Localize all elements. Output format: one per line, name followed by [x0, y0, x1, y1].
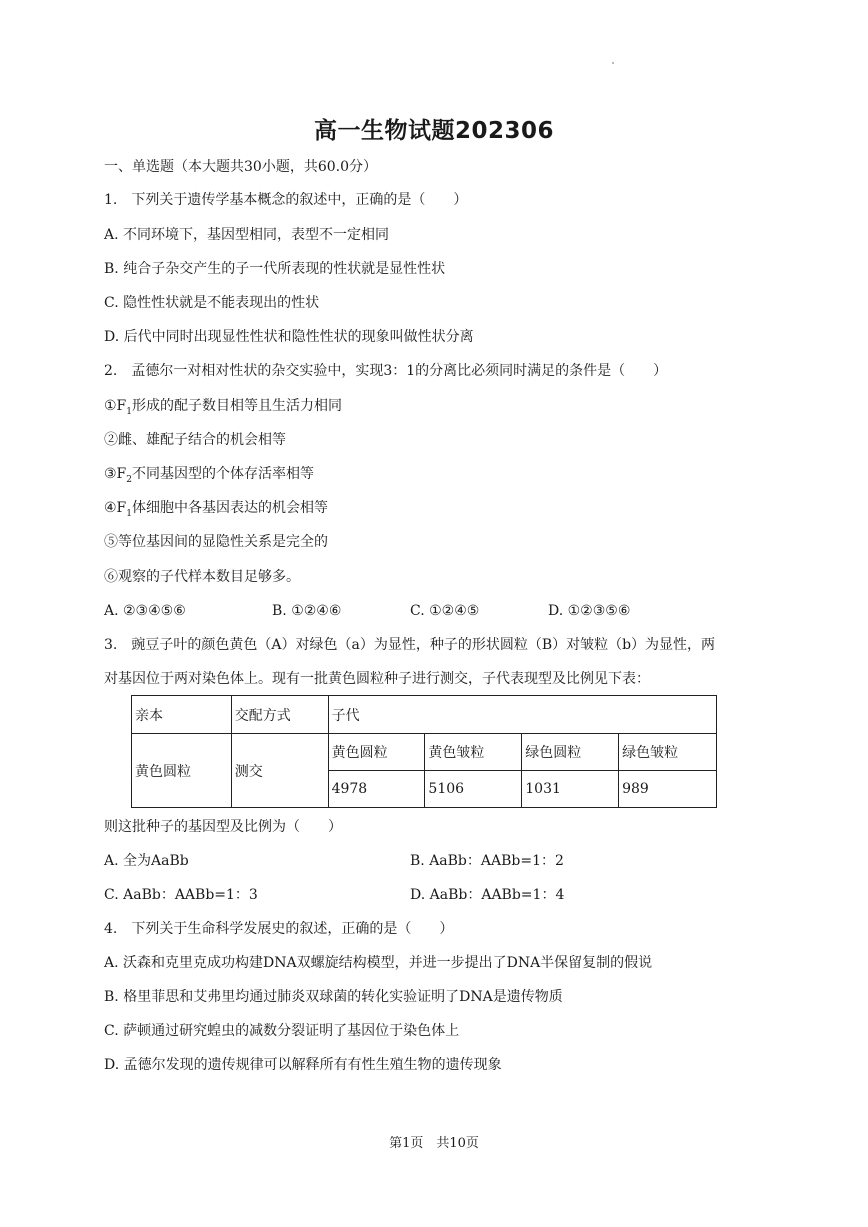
q3-option-b: B. AaBb：AABb=1：2 — [410, 853, 564, 869]
scan-dot — [612, 62, 614, 64]
cell-cross: 测交 — [231, 734, 328, 808]
q1-stem: 1. 下列关于遗传学基本概念的叙述中，正确的是（ ） — [104, 192, 468, 208]
header-offspring: 子代 — [328, 696, 716, 734]
q3-option-d: D. AaBb：AABb=1：4 — [410, 887, 565, 903]
q3-option-a: A. 全为AaBb — [104, 853, 189, 869]
q3-option-c: C. AaBb：AABb=1：3 — [104, 887, 258, 903]
cell-phenotype: 黄色圆粒 — [328, 734, 425, 771]
cell-phenotype: 黄色皱粒 — [425, 734, 522, 771]
q2-condition-5: ⑤等位基因间的显隐性关系是完全的 — [104, 534, 328, 550]
q2-condition-2: ②雌、雄配子结合的机会相等 — [104, 432, 286, 448]
q1-option-a: A. 不同环境下，基因型相同，表型不一定相同 — [104, 227, 390, 243]
q2-option-d: D. ①②③⑤⑥ — [548, 603, 631, 619]
q1-option-b: B. 纯合子杂交产生的子一代所表现的性状就是显性性状 — [104, 261, 446, 277]
q1-option-d: D. 后代中同时出现显性性状和隐性性状的现象叫做性状分离 — [104, 329, 474, 345]
table-header-row — [132, 696, 717, 734]
cell-parent: 黄色圆粒 — [132, 734, 232, 808]
q2-option-c: C. ①②④⑤ — [410, 603, 480, 619]
q2-condition-1: $①F_1$形成的配子数目相等且生活力相同 — [104, 398, 342, 417]
q1-option-c: C. 隐性性状就是不能表现出的性状 — [104, 295, 320, 311]
page-title: 高一生物试题202306 — [313, 118, 555, 144]
q2-stem: 2. 孟德尔一对相对性状的杂交实验中，实现3：1的分离比必须同时满足的条件是（ ） — [104, 363, 668, 379]
table-phenotype-row — [132, 734, 717, 771]
cell-count: 4978 — [328, 771, 425, 808]
section-heading: 一、单选题（本大题共30小题，共60.0分） — [104, 159, 377, 175]
cell-count: 5106 — [425, 771, 522, 808]
page-footer: 第1页 共10页 — [389, 1136, 479, 1151]
cell-count: 989 — [619, 771, 717, 808]
q4-stem: 4. 下列关于生命科学发展史的叙述，正确的是（ ） — [104, 921, 454, 937]
q3-stem-line2: 对基因位于两对染色体上。现有一批黄色圆粒种子进行测交，子代表现型及比例见下表： — [104, 671, 650, 687]
q4-option-b: B. 格里菲思和艾弗里均通过肺炎双球菌的转化实验证明了DNA是遗传物质 — [104, 989, 563, 1005]
q2-condition-4: $④F_1$体细胞中各基因表达的机会相等 — [104, 500, 328, 519]
q3-question: 则这批种子的基因型及比例为（ ） — [104, 819, 342, 835]
cell-count: 1031 — [522, 771, 619, 808]
q4-option-c: C. 萨顿通过研究蝗虫的减数分裂证明了基因位于染色体上 — [104, 1023, 460, 1039]
header-cross: 交配方式 — [231, 696, 328, 734]
testcross-table — [131, 695, 717, 808]
q4-option-d: D. 孟德尔发现的遗传规律可以解释所有有性生殖生物的遗传现象 — [104, 1057, 502, 1073]
q2-condition-6: ⑥观察的子代样本数目足够多。 — [104, 569, 300, 585]
q2-condition-3: $③F_2$不同基因型的个体存活率相等 — [104, 466, 314, 485]
cell-phenotype: 绿色皱粒 — [619, 734, 717, 771]
header-parent: 亲本 — [132, 696, 232, 734]
q4-option-a: A. 沃森和克里克成功构建DNA双螺旋结构模型，并进一步提出了DNA半保留复制的假说 — [104, 955, 653, 971]
cell-phenotype: 绿色圆粒 — [522, 734, 619, 771]
q2-option-b: B. ①②④⑥ — [272, 603, 342, 619]
q2-option-a: A. ②③④⑤⑥ — [104, 603, 186, 619]
q3-stem-line1: 3. 豌豆子叶的颜色黄色（A）对绿色（a）为显性，种子的形状圆粒（B）对皱粒（b）为显性，两 — [104, 637, 716, 653]
